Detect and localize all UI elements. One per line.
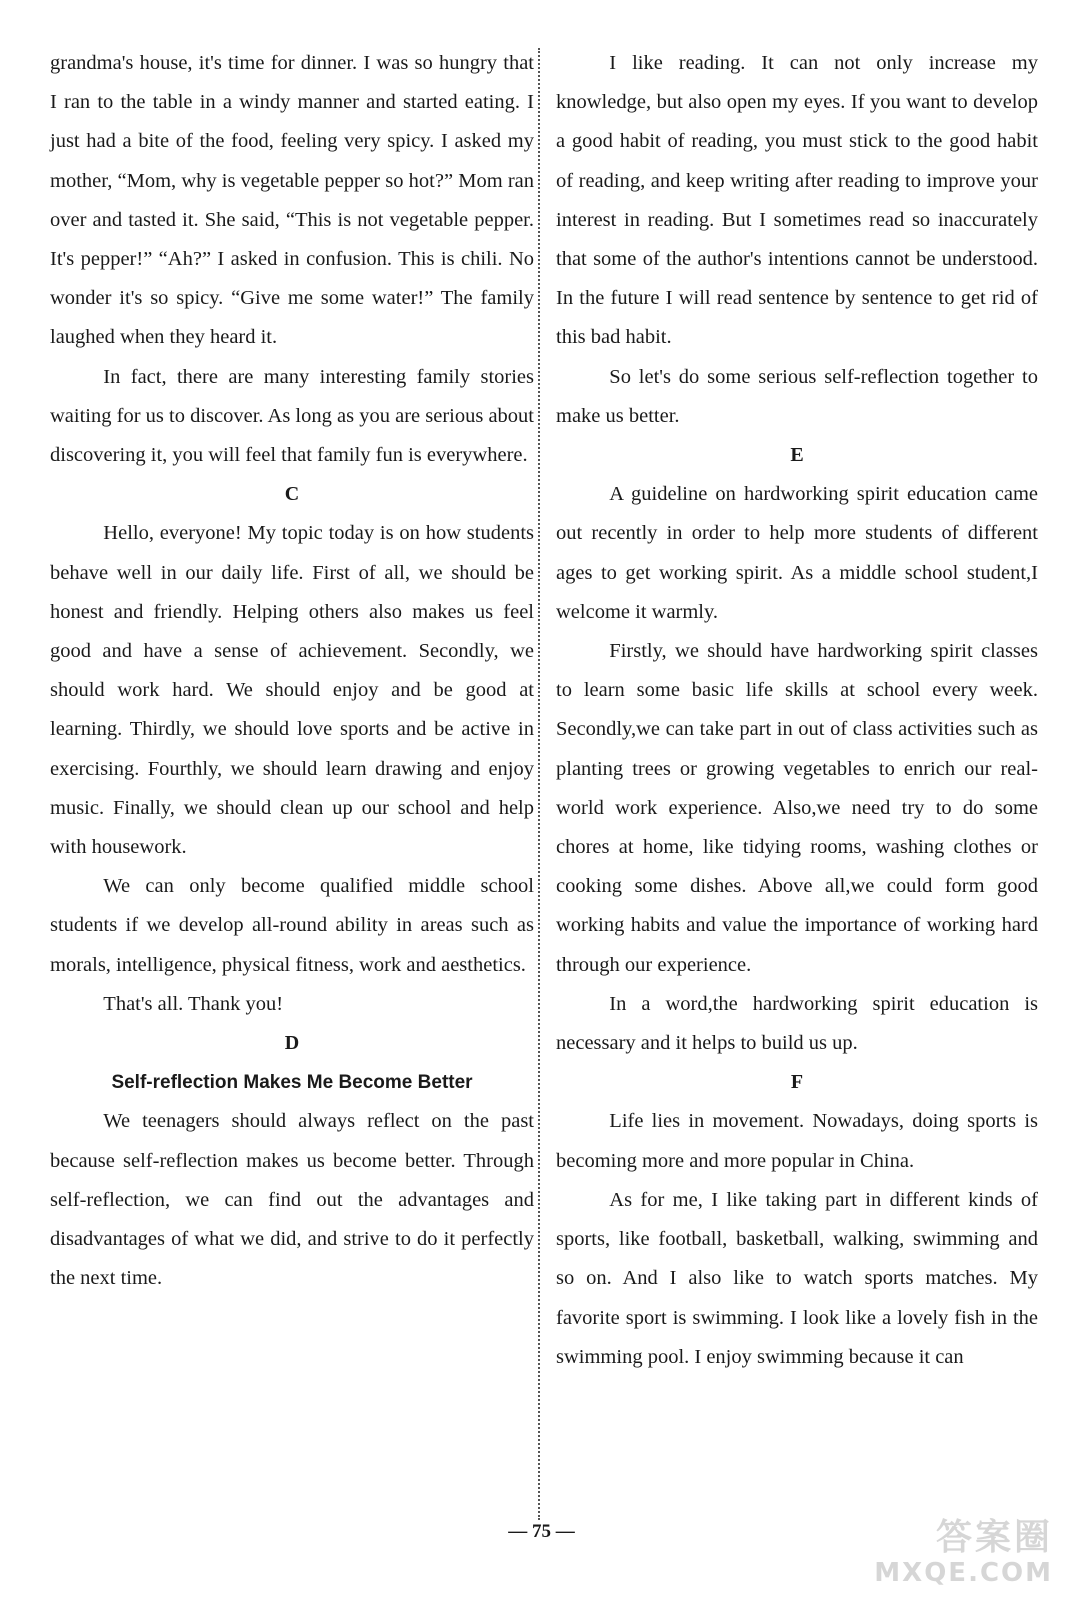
section-d-paragraph-2: I like reading. It can not only increase my knowledge, but also open my eyes. If you want to develop a good habit of reading, you must stick to the good habit of reading, and keep writing after reading to improve your interest in reading. But I sometimes read so inaccurately that some of the author's intentions cannot be understood. In the future I will read sentence by sentence to get rid of this bad habit. [556,52,1038,349]
section-f-paragraph-1: Life lies in movement. Nowadays, doing sports is becoming more and more popular in China. [556,1110,1038,1172]
watermark-logo [874,1518,1053,1588]
section-e-paragraph-3: In a word,the hardworking spirit education is necessary and it helps to build us up. [556,992,1038,1055]
section-d-paragraph-1: We teenagers should always reflect on the past because self-reflection makes us become better. Through self-reflection, we can find out the advantages and disadvantages of what we did, and strive to do it perfectly the next time. [50,1110,534,1290]
story-ending-paragraph: grandma's house, it's time for dinner. I was so hungry that I ran to the table in a windy manner and started eating. I just had a bite of the food, feeling very spicy. I asked my mother, “Mom, why is vegetable pepper so hot?” Mom ran over and tasted it. She said, “This is not vegetable pepper. It's pepper!” “Ah?” I asked in confusion. This is chili. No wonder it's so spicy. “Give me some water!” The family laughed when they heard it. [50,52,534,349]
section-e-paragraph-2: Firstly, we should have hardworking spirit classes to learn some basic life skills at school every week. Secondly,we can take part in out of class activities such as planting trees or growing vegetables to enrich our real-world work experience. Also,we need try to do some chores at home, like tidying rooms, washing clothes or cooking some dishes. Above all,we could form good working habits and value the importance of working hard through our experience. [556,640,1038,976]
section-f-heading: F [790,1071,804,1094]
section-e-paragraph-1: A guideline on hardworking spirit education came out recently in order to help more students of different ages to get working spirit. As a middle school student,I welcome it warmly. [556,483,1038,623]
page-number: — 75 — [508,1521,575,1542]
section-c-paragraph-1: Hello, everyone! My topic today is on how students behave well in our daily life. First of all, we should be honest and friendly. Helping others also makes us feel good and have a sense of achievement. Secondly, we should work hard. We should enjoy and be good at learning. Thirdly, we should love sports and be active in exercising. Fourthly, we should learn drawing and enjoy music. Finally, we should clean up our school and help with housework. [50,522,534,859]
section-c-paragraph-3: That's all. Thank you! [103,992,284,1015]
section-d-heading: D [284,1032,300,1055]
left-column [50,44,534,1299]
section-c-paragraph-2: We can only become qualified middle school students if we develop all-round ability in areas such as morals, intelligence, physical fitness, work and aesthetics. [50,875,534,976]
section-c-heading: C [284,483,300,506]
right-column [556,44,1038,1377]
watermark-url: MXQE.COM [874,1558,1053,1588]
section-f-paragraph-2: As for me, I like taking part in different kinds of sports, like football, basketball, walking, swimming and so on. And I also like to watch sports matches. My favorite sport is swimming. I look like a lovely fish in the swimming pool. I enjoy swimming because it can [556,1188,1038,1368]
story-conclusion-paragraph: In fact, there are many interesting family stories waiting for us to discover. As long as you are serious about discovering it, you will feel that family fun is everywhere. [50,365,534,467]
section-d-title: Self-reflection Makes Me Become Better [111,1072,473,1094]
column-divider [538,48,540,1520]
section-e-heading: E [790,444,804,467]
section-d-paragraph-3: So let's do some serious self-reflection together to make us better. [556,365,1038,427]
watermark-logo-text: 答案圈 [935,1517,1053,1558]
